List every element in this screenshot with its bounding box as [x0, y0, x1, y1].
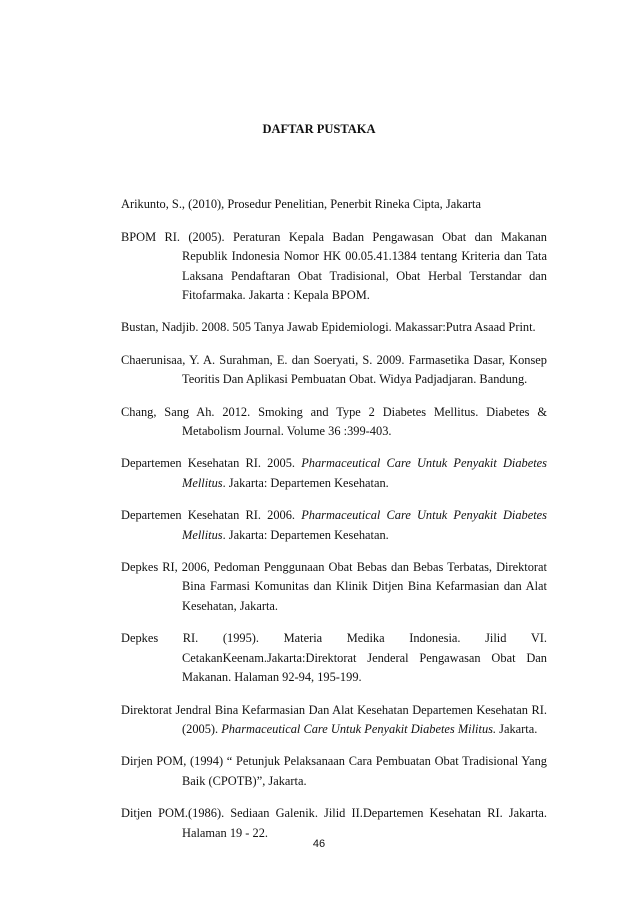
reference-entry: Depkes RI. (1995). Materia Medika Indonesia. Jilid VI. CetakanKeenam.Jakarta:Direktorat Jenderal Pengawasan Obat Dan Makanan. Halaman 92-94, 195-199.	[121, 631, 547, 685]
reference-entry: Departemen Kesehatan RI. 2005. Pharmaceutical Care Untuk Penyakit Diabetes Mellitus. Jakarta: Departemen Kesehatan.	[121, 456, 547, 490]
reference-entry: Arikunto, S., (2010), Prosedur Penelitian, Penerbit Rineka Cipta, Jakarta	[121, 197, 481, 212]
reference-entry: Bustan, Nadjib. 2008. 505 Tanya Jawab Epidemiologi. Makassar:Putra Asaad Print.	[121, 320, 536, 335]
reference-entry: Departemen Kesehatan RI. 2006. Pharmaceutical Care Untuk Penyakit Diabetes Mellitus. Jakarta: Departemen Kesehatan.	[121, 508, 547, 542]
page-number: 46	[312, 838, 326, 850]
reference-entry: Direktorat Jendral Bina Kefarmasian Dan Alat Kesehatan Departemen Kesehatan RI.(2005). Pharmaceutical Care Untuk Penyakit Diabetes Militus. Jakarta.	[121, 702, 547, 736]
reference-entry: Chaerunisaa, Y. A. Surahman, E. dan Soeryati, S. 2009. Farmasetika Dasar, Konsep Teoritis Dan Aplikasi Pembuatan Obat. Widya Padjadjaran. Bandung.	[121, 352, 547, 387]
reference-entry: BPOM RI. (2005). Peraturan Kepala Badan Pengawasan Obat dan Makanan Republik Indonesia Nomor HK 00.05.41.1384 tentang Kriteria dan Tata Laksana Pendaftaran Obat Tradisional, Obat Herbal Terstandar dan Fitofarmaka. Jakarta : Kepala BPOM.	[121, 229, 547, 303]
reference-entry: Chang, Sang Ah. 2012. Smoking and Type 2 Diabetes Mellitus. Diabetes & Metabolism Journal. Volume 36 :399-403.	[121, 404, 547, 439]
reference-entry: Dirjen POM, (1994) “ Petunjuk Pelaksanaan Cara Pembuatan Obat Tradisional Yang Baik (CPOTB)”, Jakarta.	[121, 754, 547, 788]
reference-list	[121, 183, 547, 856]
reference-entry: Depkes RI, 2006, Pedoman Penggunaan Obat Bebas dan Bebas Terbatas, Direktorat Bina Farmasi Komunitas dan Klinik Ditjen Bina Kefarmasian dan Alat Kesehatan, Jakarta.	[121, 560, 547, 613]
reference-entry: Ditjen POM.(1986). Sediaan Galenik. Jilid II.Departemen Kesehatan RI. Jakarta. Halaman 19 - 22.	[121, 806, 547, 840]
page-title: DAFTAR PUSTAKA	[262, 122, 376, 136]
